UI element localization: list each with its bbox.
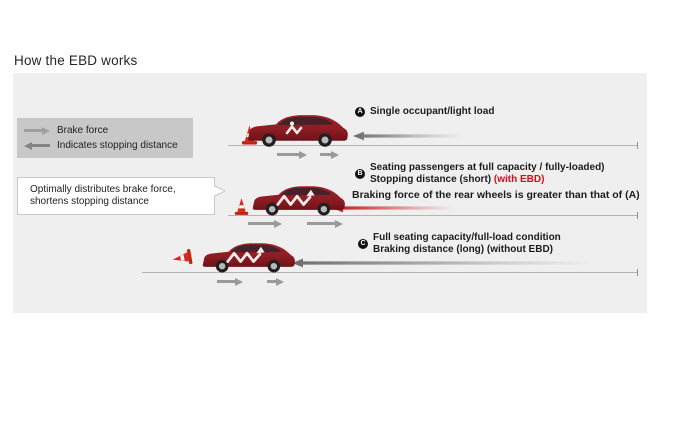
brake-force-arrow-icon: [24, 126, 50, 135]
ebd-callout: [17, 177, 215, 215]
car-illustration-row-a: [245, 112, 349, 147]
label-a-line1: Single occupant/light load: [370, 106, 495, 117]
rear-brake-force-arrow-row-c: [267, 277, 284, 286]
stopping-distance-arrow-row-c: [292, 258, 592, 268]
legend-label-brake-force: Brake force: [57, 125, 109, 136]
distance-tick-row-a: [637, 142, 638, 149]
stopping-distance-arrow-row-b: [332, 203, 455, 213]
car-illustration-row-c: [200, 240, 296, 273]
distance-tick-row-c: [637, 269, 638, 276]
legend-label-stopping-distance: Indicates stopping distance: [57, 140, 178, 151]
badge-c: C: [358, 239, 368, 249]
label-row-a: [355, 106, 494, 118]
label-c-line1: Full seating capacity/full-load condition: [373, 232, 561, 243]
label-c-line2: Braking distance (long) (without EBD): [373, 243, 553, 255]
stopping-distance-arrow-icon: [24, 141, 50, 150]
stopping-distance-arrow-row-a: [353, 131, 463, 141]
diagram-panel: [13, 73, 647, 313]
label-row-c: [358, 232, 561, 255]
page-title: How the EBD works: [14, 53, 138, 68]
label-b-line2: Stopping distance (short): [370, 173, 492, 185]
label-b-note: Braking force of the rear wheels is greater than that of (A): [352, 189, 640, 201]
fallen-traffic-cone-row-c: [170, 247, 200, 268]
traffic-cone-row-b: [234, 197, 249, 221]
distance-tick-row-b: [637, 212, 638, 219]
label-b-with-ebd: (with EBD): [493, 173, 545, 185]
front-brake-force-arrow-row-c: [217, 277, 243, 286]
legend-row-brake-force: [24, 125, 193, 136]
badge-b: B: [355, 169, 365, 179]
car-illustration-row-b: [250, 183, 346, 216]
label-row-b: [355, 162, 605, 185]
legend-box: [17, 118, 193, 158]
label-b-line1: Seating passengers at full capacity / fully-loaded): [370, 162, 605, 173]
callout-line2: shortens stopping distance: [30, 196, 149, 207]
rear-brake-force-arrow-row-b: [307, 219, 343, 228]
front-brake-force-arrow-row-a: [277, 150, 307, 159]
badge-a: A: [355, 107, 365, 117]
legend-row-stopping-distance: [24, 140, 193, 151]
rear-brake-force-arrow-row-a: [320, 150, 339, 159]
front-brake-force-arrow-row-b: [248, 219, 282, 228]
callout-line1: Optimally distributes brake force,: [30, 184, 176, 195]
